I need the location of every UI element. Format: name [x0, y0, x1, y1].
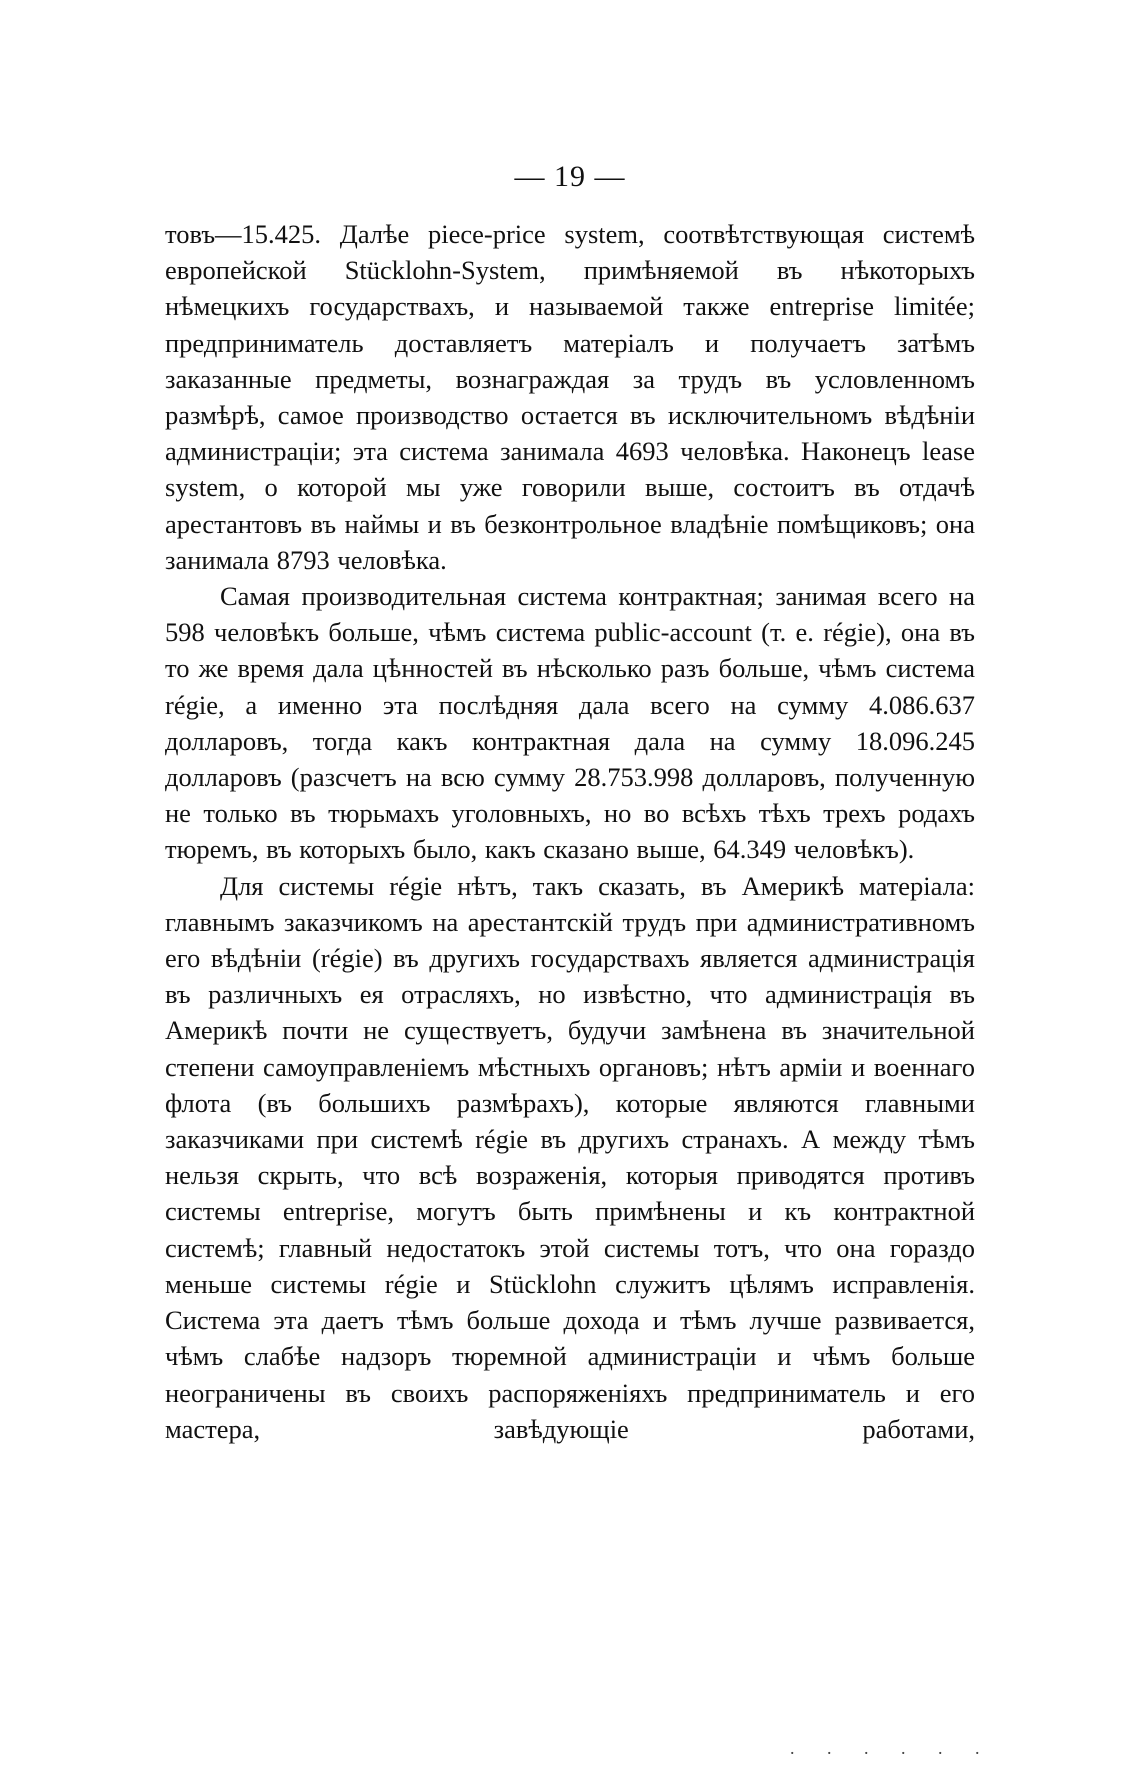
paragraph-2: Самая производительная система контрактная; занимая всего на 598 человѣкъ больше, чѣмъ система public-account (т. е. régie), она въ то же время дала цѣнностей въ нѣсколько разъ больше, чѣмъ система régie, а именно эта послѣдняя дала всего на сумму 4.086.637 долларовъ, тогда какъ контрактная дала на сумму 18.096.245 долларовъ (разсчетъ на всю сумму 28.753.998 долларовъ, полученную не только въ тюрьмахъ уголовныхъ, но во всѣхъ тѣхъ трехъ родахъ тюремъ, въ которыхъ было, какъ сказано выше, 64.349 человѣкъ).	[165, 581, 975, 865]
footer-marks: . . . . . .	[790, 1738, 994, 1758]
paragraph-1: товъ—15.425. Далѣе piece-price system, соотвѣтствующая системѣ европейской Stücklohn-System, примѣняемой въ нѣкоторыхъ нѣмецкихъ государствахъ, и называемой также entreprise limitée; предприниматель доставляетъ матеріалъ и получаетъ затѣмъ заказанные предметы, вознаграждая за трудъ въ условленномъ размѣрѣ, самое производство остается въ исключительномъ вѣдѣніи администраціи; эта система занимала 4693 человѣка. Наконецъ lease system, о которой мы уже говорили выше, состоитъ въ отдачѣ арестантовъ въ наймы и въ безконтрольное владѣніе помѣщиковъ; она занимала 8793 человѣка.	[165, 219, 975, 575]
body-text	[165, 216, 975, 1447]
paragraph-3: Для системы régie нѣтъ, такъ сказать, въ Америкѣ матеріала: главнымъ заказчикомъ на арестантскій трудъ при административномъ его вѣдѣніи (régie) въ другихъ государствахъ является администрація въ различныхъ ея отрасляхъ, но извѣстно, что администрація въ Америкѣ почти не существуетъ, будучи замѣнена въ значительной степени самоуправленіемъ мѣстныхъ органовъ; нѣтъ арміи и военнаго флота (въ большихъ размѣрахъ), которые являются главными заказчиками при системѣ régie въ другихъ странахъ. А между тѣмъ нельзя скрыть, что всѣ возраженія, которыя приводятся противъ системы entreprise, могутъ быть примѣнены и къ контрактной системѣ; главный недостатокъ этой системы тотъ, что она гораздо меньше системы régie и Stücklohn служитъ цѣлямъ исправленія. Система эта даетъ тѣмъ больше дохода и тѣмъ лучше развивается, чѣмъ слабѣе надзоръ тюремной администраціи и чѣмъ больше неограничены въ своихъ распоряженіяхъ предприниматель и его мастера, завѣдующіе работами,	[165, 870, 975, 1444]
page-number: — 19 —	[514, 160, 626, 193]
